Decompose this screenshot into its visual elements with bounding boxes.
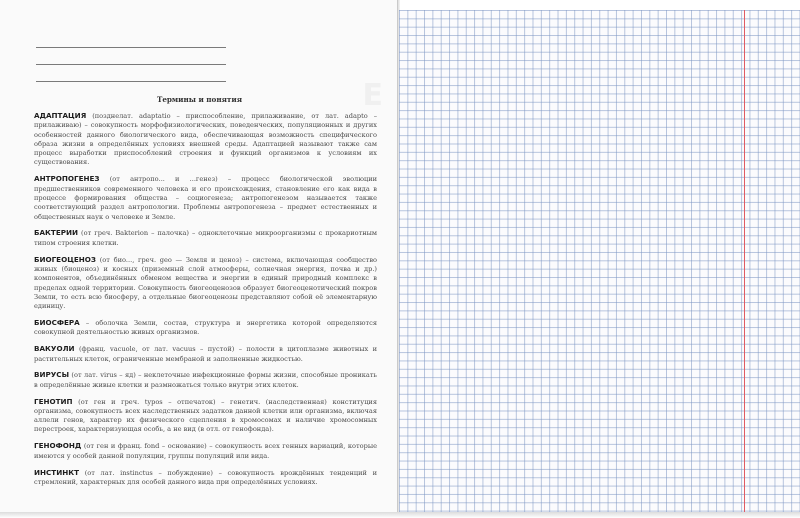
glossary-term: БАКТЕРИИ bbox=[34, 228, 79, 238]
glossary-definition: (от антропо... и ...генез) – процесс биологической эволюции предшественников современного человека и его происхождения, становление его как вида в процессе формирования общества – социогенеза; антропогенезом называется также соответствующий раздел антропологии. Проблемы антропогенеза – предмет естественных и общественных наук о человеке и Земле. bbox=[34, 175, 377, 221]
glossary-entry bbox=[34, 468, 377, 488]
page-bottom-edge bbox=[0, 512, 800, 518]
glossary-definition: – оболочка Земли, состав, структура и энергетика которой определяются совокупной деятельностью живых организмов. bbox=[34, 319, 377, 337]
glossary-definition: (от греч. Bakterion – палочка) – одноклеточные микроорганизмы с прокариотным типом строения клетки. bbox=[34, 229, 377, 247]
glossary-definition: (от лат. virus – яд) – неклеточные инфекционные формы жизни, способные проникать в определённые живые клетки и размножаться только внутри этих клеток. bbox=[34, 371, 377, 389]
right-page-grid bbox=[399, 10, 800, 512]
name-line-3 bbox=[36, 81, 226, 82]
name-line-2 bbox=[36, 64, 226, 65]
glossary-list bbox=[34, 111, 377, 493]
glossary-entry bbox=[34, 318, 377, 338]
glossary-definition: (позднелат. adaptatio – приспособление, прилаживание, от лат. adapto – прилаживаю) – совокупность морфофизиологических, поведенческих, популяционных и других особенностей данного биологического вида, обеспечивающая возможность специфического образа жизни в определённых условиях внешней среды. Адаптацией называют также сам процесс выработки приспособлений строения и функций организмов к условиям их существования. bbox=[34, 112, 377, 167]
left-page-terms bbox=[0, 0, 399, 512]
glossary-term: ВИРУСЫ bbox=[34, 370, 70, 380]
glossary-term: ГЕНОФОНД bbox=[34, 441, 82, 451]
glossary-definition: (от био..., греч. geo — Земля и ценоз) – система, включающая сообщество живых (биоценоз) и косных (приземный слой атмосферы, солнечная энергия, почва и др.) компонентов, объединённых обменом вещества и энергии в единый природный комплекс в пределах одной территории. Совокупность биогеоценозов образует биогеоценотический покров Земли, то есть всю биосферу, а отдельные биогеоценозы представляют собой её элементарную единицу. bbox=[34, 255, 377, 311]
glossary-term: БИОСФЕРА bbox=[34, 318, 80, 328]
cover-watermark: Е bbox=[362, 78, 385, 113]
glossary-entry bbox=[34, 174, 377, 221]
glossary-entry bbox=[34, 344, 377, 364]
glossary-term: ГЕНОТИП bbox=[34, 396, 73, 406]
glossary-entry bbox=[34, 441, 377, 461]
glossary-entry bbox=[34, 111, 377, 168]
glossary-definition: (от ген и греч. typos – отпечаток) – генетич. (наследственная) конституция организма, совокупность всех наследственных задатков данной клетки или организма, включая аллели генов, характер их физического сцепления в хромосомах и наличие хромосомных перестроек, характеризующая особь, а не вид (в отл. от генофонда). bbox=[34, 397, 377, 434]
glossary-term: АДАПТАЦИЯ bbox=[34, 111, 87, 120]
glossary-definition: (от лат. instinctus – побуждение) – совокупность врождённых тенденций и стремлений, характерных для особей данного вида при определённых условиях. bbox=[34, 468, 377, 486]
glossary-term: АНТРОПОГЕНЕЗ bbox=[34, 174, 100, 184]
glossary-entry bbox=[34, 397, 377, 435]
glossary-definition: (франц. vacuole, от лат. vacuus – пустой) – полости в цитоплазме животных и растительных клеток, ограниченные мембраной и заполненные жидкостью. bbox=[34, 345, 377, 363]
glossary-entry bbox=[34, 228, 377, 248]
name-line-1 bbox=[36, 47, 226, 48]
glossary-term: ВАКУОЛИ bbox=[34, 344, 75, 354]
glossary-definition: (от ген и франц. fond – основание) – совокупность всех генных вариаций, которые имеются у особей данной популяции, группы популяций или вида. bbox=[34, 442, 377, 460]
page-title: Термины и понятия bbox=[156, 95, 243, 104]
margin-line bbox=[744, 10, 745, 512]
glossary-term: БИОГЕОЦЕНОЗ bbox=[34, 254, 97, 264]
glossary-term: ИНСТИНКТ bbox=[34, 467, 80, 477]
glossary-entry bbox=[34, 370, 377, 390]
glossary-entry bbox=[34, 255, 377, 312]
